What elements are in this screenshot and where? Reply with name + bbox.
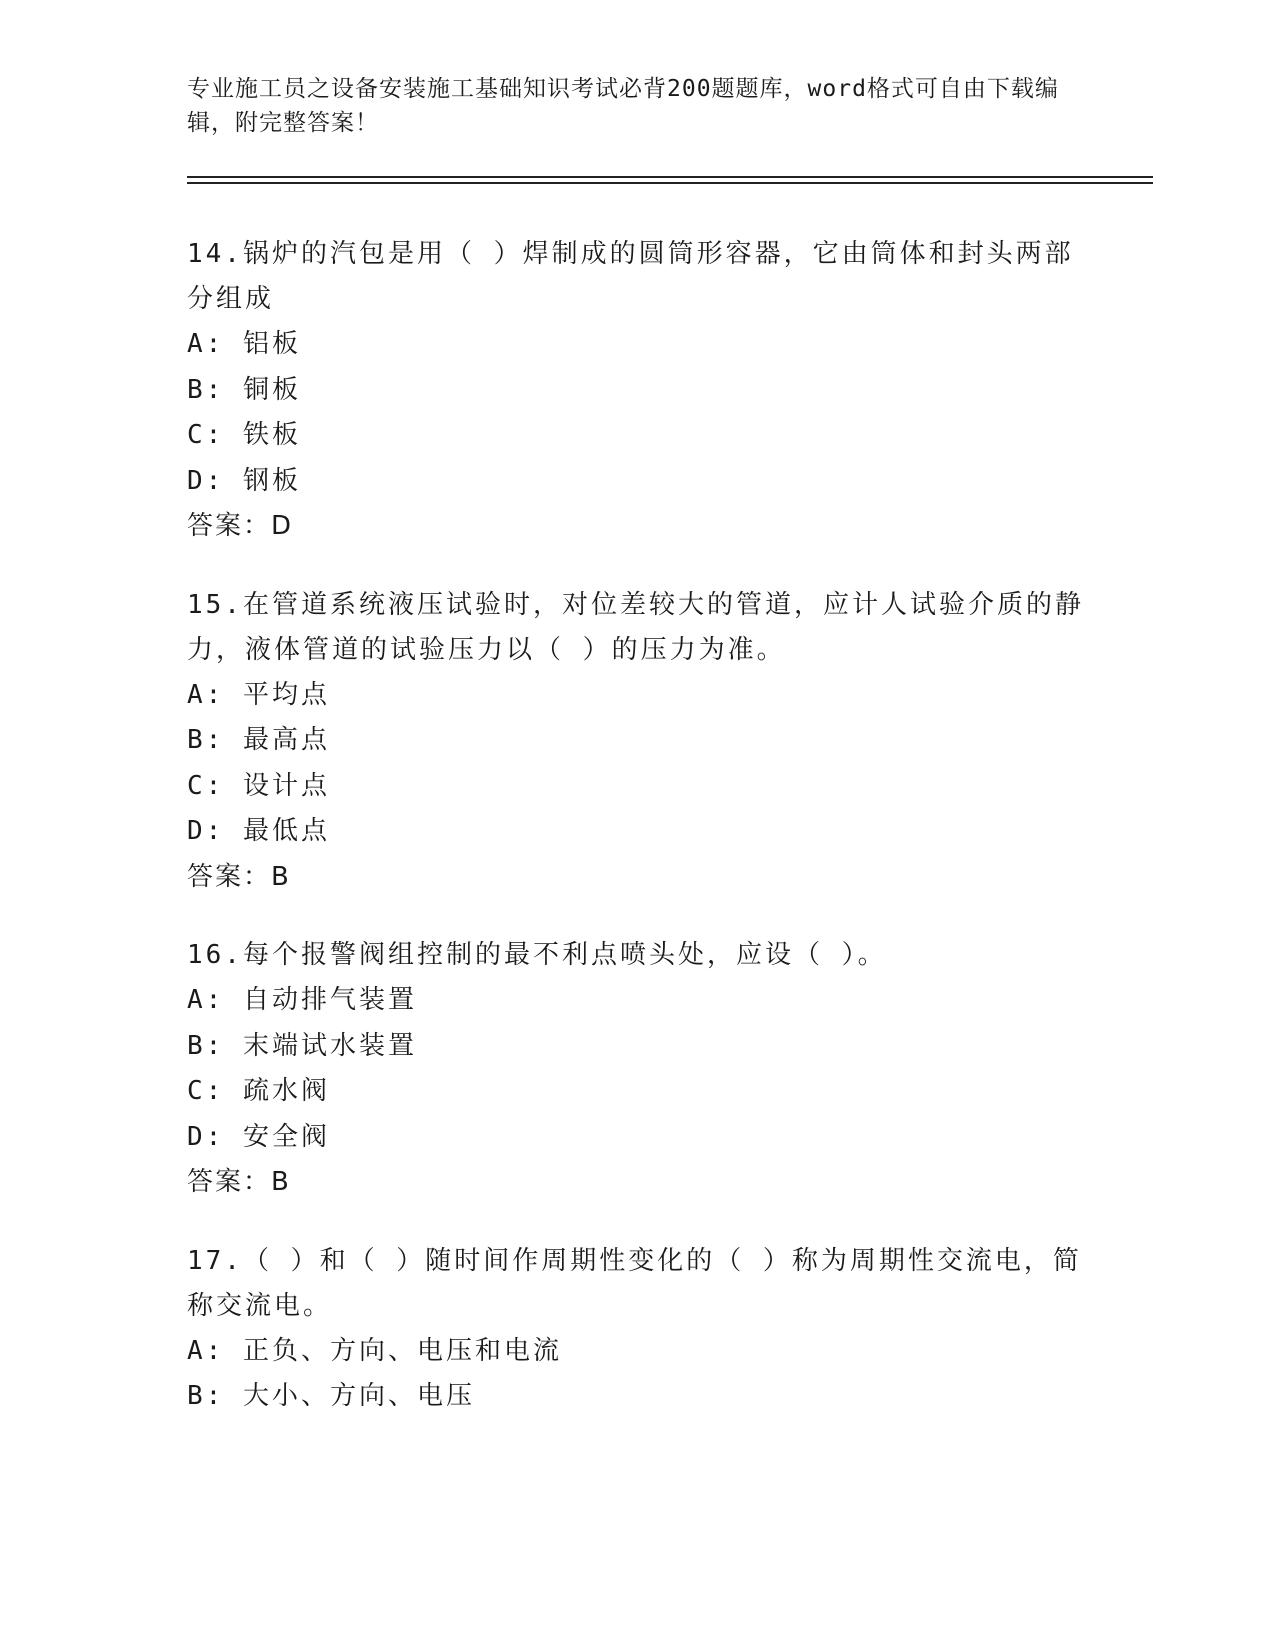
option-b: B: 最高点: [187, 725, 330, 755]
question-text: 14.锅炉的汽包是用（ ）焊制成的圆筒形容器，它由筒体和封头两部分组成: [187, 239, 1074, 314]
header-rule-bottom: [187, 182, 1153, 184]
question-text: 17.（ ）和（ ）随时间作周期性变化的（ ）称为周期性交流电，简称交流电。: [187, 1245, 1082, 1321]
option-c: C: 设计点: [187, 770, 330, 801]
option-b: B: 铜板: [187, 374, 301, 405]
option-b: B: 末端试水装置: [187, 1030, 417, 1061]
header-rule-top: [187, 176, 1153, 178]
question-text: 15.在管道系统液压试验时，对位差较大的管道，应计人试验介质的静力，液体管道的试验压力以（ ）的压力为准。: [187, 589, 1084, 665]
answer-label: 答案：B: [187, 1167, 291, 1197]
answer-label: 答案：D: [187, 511, 294, 541]
question-17: [187, 1239, 1087, 1420]
option-a: A: 平均点: [187, 679, 330, 710]
document-intro: 专业施工员之设备安装施工基础知识考试必背200题题库，word格式可自由下载编辑，附完整答案！: [187, 76, 1059, 136]
question-list: [187, 232, 1087, 1453]
option-a: A: 自动排气装置: [187, 985, 417, 1015]
answer-label: 答案：B: [187, 861, 291, 892]
option-a: A: 铝板: [187, 329, 301, 359]
option-b: B: 大小、方向、电压: [187, 1381, 475, 1411]
option-a: A: 正负、方向、电压和电流: [187, 1335, 562, 1366]
option-d: D: 最低点: [187, 816, 330, 846]
question-14: [187, 232, 1087, 550]
option-d: D: 安全阀: [187, 1121, 330, 1152]
question-text: 16.每个报警阀组控制的最不利点喷头处，应设（ ）。: [187, 940, 887, 970]
option-d: D: 钢板: [187, 465, 301, 496]
question-15: [187, 583, 1087, 901]
question-16: [187, 933, 1087, 1206]
option-c: C: 铁板: [187, 420, 301, 450]
option-c: C: 疏水阀: [187, 1076, 330, 1106]
